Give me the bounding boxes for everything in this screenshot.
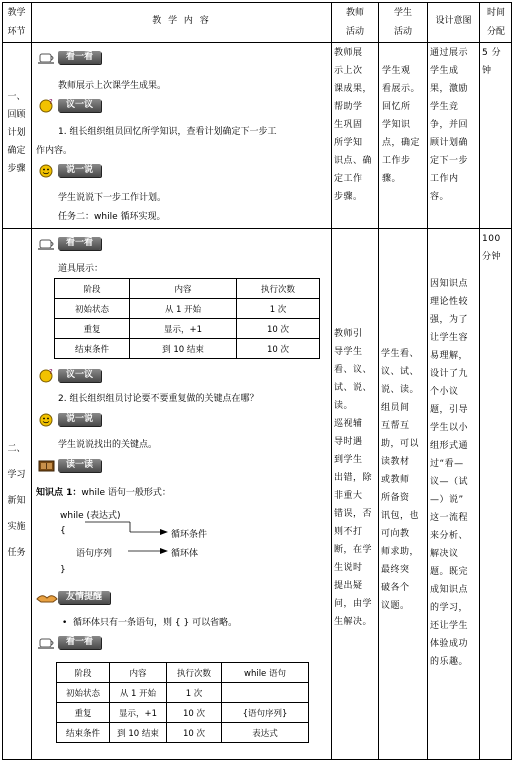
- s2-teacher-activity: 教师引 导学生 看、议、 试、说、 读。 巡视辅 导时遇 到学生 出错，除 非重大 错误，否 则不打 断，在学 生说时 提出疑 问，由学 生解决。: [334, 329, 373, 627]
- row-divider: [2, 42, 512, 43]
- table-cell: 初始状态: [57, 683, 110, 703]
- smiley-icon: [36, 163, 58, 178]
- code-line-2: {: [60, 526, 66, 536]
- table-cell: 结束条件: [55, 339, 130, 359]
- badge-look: 看一看: [36, 236, 101, 251]
- table-cell: 重复: [55, 319, 130, 339]
- table-cell: 到 10 结束: [110, 723, 167, 743]
- table-cell: 表达式: [222, 723, 309, 743]
- code-line-3: 语句序列: [76, 549, 113, 559]
- badge-read: 读一读: [36, 458, 101, 473]
- header-content: 教 学 内 容: [152, 16, 211, 26]
- s2-time: 100 分钟: [482, 234, 502, 262]
- stage-2: 二、 学习 新知 实施 任务: [7, 444, 26, 558]
- col-divider: [427, 2, 428, 760]
- code-line-1: while (表达式): [60, 511, 121, 521]
- table-cell: [222, 683, 309, 703]
- table-header-row: [57, 663, 309, 683]
- s1-line2b: 作内容。: [36, 146, 73, 156]
- s2-student-activity: 学生看、 议、试、 说、读。 组员间 互帮互 助，可以 读教材 或教师 所备资 讯包，也 可向教 师求助， 最终突 破各个 议题。: [381, 349, 420, 611]
- table-header: 阶段: [57, 663, 110, 683]
- smiley-icon: [36, 412, 58, 427]
- s1-time: 5 分 钟: [482, 48, 502, 76]
- badge-discuss: ? 议一议: [36, 368, 101, 383]
- teacup-icon: [36, 236, 58, 251]
- table-cell: 10 次: [167, 703, 222, 723]
- s2-props: 道具展示：: [58, 264, 104, 274]
- table-cell: 结束条件: [57, 723, 110, 743]
- table-cell: 显示，+1: [110, 703, 167, 723]
- table-header: 执行次数: [167, 663, 222, 683]
- handshake-icon: [36, 590, 58, 605]
- table-row: [55, 319, 320, 339]
- table-cell: 从 1 开始: [110, 683, 167, 703]
- code-line-4: }: [60, 565, 66, 575]
- row-divider: [2, 228, 512, 229]
- book-icon: [36, 458, 58, 473]
- s2-design-intent: 因知识点 理论性较 强，为了 让学生容 易理解， 设计了九 个小议 题，引导 学生以小 组形式通 过“看— 议—（试 —）说” 这一流程 来分析、 解决议 题。既完 成知识点 的学习， 还让学生 体验成功 的乐趣。: [430, 279, 469, 667]
- header-stage: 教学 环节: [7, 8, 26, 37]
- s1-student-activity: 学生观 看展示。 回忆所 学知识 点，确定 工作步 骤。: [382, 66, 421, 184]
- col-divider: [331, 2, 332, 760]
- kp-text: while 语句一般形式：: [81, 488, 171, 498]
- knowledge-point: [36, 485, 171, 498]
- table-header: while 语句: [222, 663, 309, 683]
- table-cell: 重复: [57, 703, 110, 723]
- header-design: 设计意图: [435, 16, 472, 26]
- tip-text: • 循环体只有一条语句，则 { } 可以省略。: [62, 618, 238, 628]
- table-header: 执行次数: [237, 279, 320, 299]
- table-cell: 从 1 开始: [130, 299, 237, 319]
- badge-look: 看一看: [36, 50, 101, 65]
- bullet-icon: •: [62, 618, 74, 628]
- table-row: [55, 339, 320, 359]
- teacup-icon: [36, 50, 58, 65]
- arrow-label-body: 循环体: [171, 549, 199, 559]
- table-cell: 10 次: [237, 339, 320, 359]
- stage-table-1: [54, 278, 320, 359]
- table-cell: 10 次: [237, 319, 320, 339]
- s2-line-say: 学生说说找出的关键点。: [58, 440, 158, 450]
- badge-say: 说一说: [36, 163, 101, 178]
- table-cell: 10 次: [167, 723, 222, 743]
- stage-table-2: [56, 662, 309, 743]
- kp-label: 知识点 1：: [36, 488, 82, 498]
- table-header: 内容: [130, 279, 237, 299]
- arrow-label-condition: 循环条件: [171, 530, 208, 540]
- question-face-icon: [36, 98, 58, 113]
- header-time: 时间 分配: [486, 8, 505, 37]
- table-cell: 1 次: [167, 683, 222, 703]
- table-cell: 1 次: [237, 299, 320, 319]
- table-cell: {语句序列}: [222, 703, 309, 723]
- s1-line3: 学生说说下一步工作计划。: [58, 193, 167, 203]
- table-cell: 到 10 结束: [130, 339, 237, 359]
- table-header: 内容: [110, 663, 167, 683]
- teacup-icon: [36, 635, 58, 650]
- header-student: 学生 活动: [393, 8, 412, 37]
- s2-line-discuss: 2. 组长组织组员讨论要不要重复做的关键点在哪？: [58, 394, 259, 404]
- question-face-icon: [36, 368, 58, 383]
- badge-say: 说一说: [36, 412, 101, 427]
- table-header-row: [55, 279, 320, 299]
- s1-line2a: 1. 组长组织组员回忆所学知识，查看计划确定下一步工: [58, 127, 277, 137]
- stage-1: 一、 回顾 计划 确定 步骤: [7, 92, 26, 174]
- badge-look: 看一看: [36, 635, 101, 650]
- code-arrows: [80, 512, 170, 556]
- table-row: [57, 723, 309, 743]
- col-divider: [378, 2, 379, 760]
- header-teacher: 教师 活动: [345, 8, 364, 37]
- s1-design-intent: 通过展示 学生成 果，激励 学生竞 争，并回 顾计划确 定下一步 工作内 容。: [430, 48, 469, 202]
- table-cell: 初始状态: [55, 299, 130, 319]
- table-cell: 显示，+1: [130, 319, 237, 339]
- badge-tip: 友情提醒: [36, 590, 110, 605]
- table-row: [55, 299, 320, 319]
- table-header: 阶段: [55, 279, 130, 299]
- col-divider: [479, 2, 480, 760]
- svg-text:?: ?: [49, 368, 53, 376]
- s1-line1: 教师展示上次课学生成果。: [58, 81, 167, 91]
- table-row: [57, 683, 309, 703]
- table-row: [57, 703, 309, 723]
- s1-teacher-activity: 教师展 示上次 课成果， 帮助学 生巩固 所学知 识点、确 定工作 步骤。: [334, 48, 373, 202]
- s1-line4: 任务二：while 循环实现。: [58, 212, 166, 222]
- svg-text:?: ?: [49, 98, 53, 106]
- col-divider: [31, 2, 32, 760]
- badge-discuss: ? 议一议: [36, 98, 101, 113]
